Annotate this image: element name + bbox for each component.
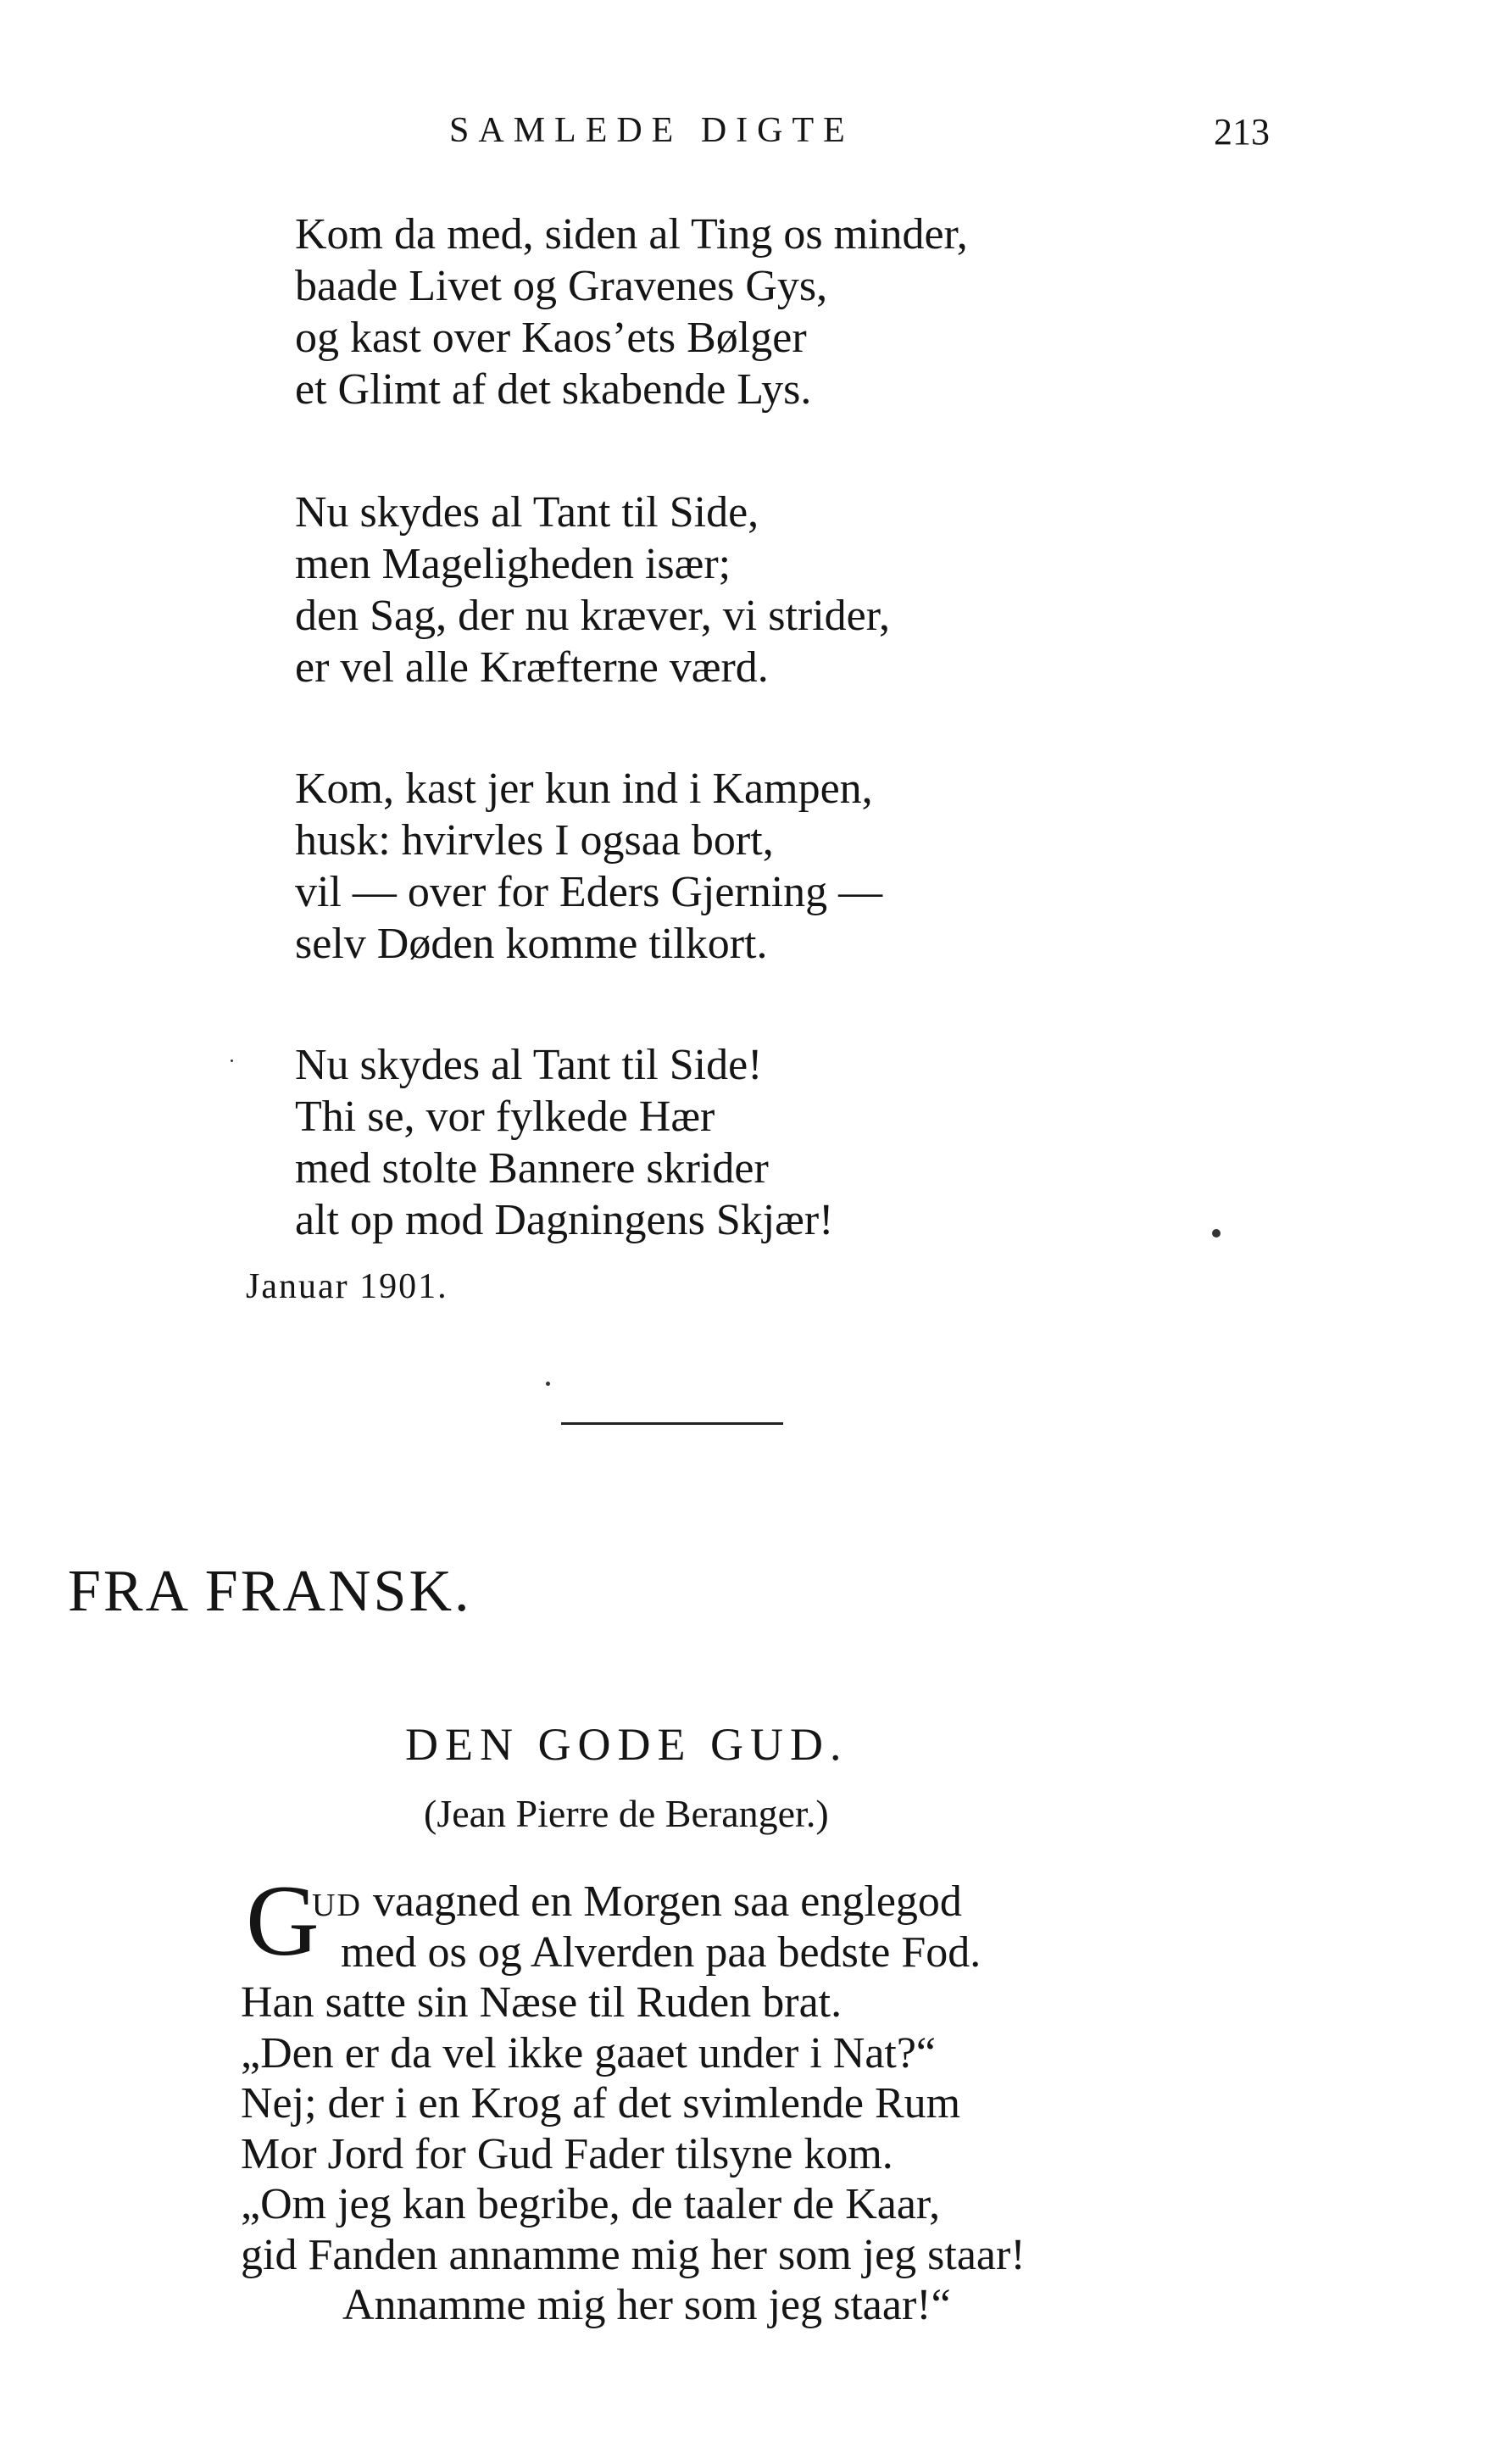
verse-line: „Om jeg kan begribe, de taaler de Kaar, xyxy=(241,2180,941,2228)
print-speck xyxy=(1212,1229,1221,1238)
verse-line: den Sag, der nu kræver, vi strider, xyxy=(295,592,890,640)
verse-line: baade Livet og Gravenes Gys, xyxy=(295,262,828,310)
verse-line: Kom, kast jer kun ind i Kampen, xyxy=(295,765,873,813)
verse-line: og kast over Kaos’ets Bølger xyxy=(295,314,807,362)
small-caps-word: UD xyxy=(312,1888,362,1923)
poem-attribution: (Jean Pierre de Beranger.) xyxy=(424,1792,829,1835)
verse-line xyxy=(241,1877,1026,1927)
verse-line: med stolte Bannere skrider xyxy=(295,1144,769,1193)
verse-line: Kom da med, siden al Ting os minder, xyxy=(295,210,968,259)
verse-line: gid Fanden annamme mig her som jeg staar! xyxy=(241,2230,1026,2279)
print-speck xyxy=(546,1382,550,1386)
verse-line-text: vaagned en Morgen saa englegod xyxy=(361,1877,962,1926)
stanza xyxy=(295,763,882,970)
section-divider xyxy=(561,1422,783,1425)
stanza xyxy=(295,487,890,693)
drop-cap: G xyxy=(246,1864,320,1977)
verse-line: med os og Alverden paa bedste Fod. xyxy=(341,1927,981,1977)
poem-date: Januar 1901. xyxy=(246,1267,448,1306)
verse-line: Thi se, vor fylkede Hær xyxy=(295,1093,715,1141)
stanza xyxy=(295,1039,834,1246)
section-title: FRA FRANSK. xyxy=(68,1559,472,1624)
verse-line: „Den er da vel ikke gaaet under i Nat?“ xyxy=(241,2028,937,2077)
verse-line: et Glimt af det skabende Lys. xyxy=(295,365,812,414)
print-speck xyxy=(231,1060,233,1062)
stanza xyxy=(295,209,968,415)
running-head: SAMLEDE DIGTE xyxy=(449,111,854,150)
verse-line: Nu skydes al Tant til Side, xyxy=(295,488,759,537)
verse-line: Nu skydes al Tant til Side! xyxy=(295,1041,763,1089)
verse-line: selv Døden komme tilkort. xyxy=(295,920,768,968)
verse-line: vil — over for Eders Gjerning — xyxy=(295,868,883,916)
poem-title: DEN GODE GUD. xyxy=(405,1719,848,1770)
verse-line: Mor Jord for Gud Fader tilsyne kom. xyxy=(241,2129,893,2178)
verse-line: alt op mod Dagningens Skjær! xyxy=(295,1196,834,1244)
page-number: 213 xyxy=(1214,111,1270,153)
verse-line: er vel alle Kræfterne værd. xyxy=(295,643,769,692)
verse-line: Nej; der i en Krog af det svimlende Rum xyxy=(241,2079,961,2127)
poem-body xyxy=(241,1877,1026,2331)
verse-line: Han satte sin Næse til Ruden brat. xyxy=(241,1978,842,2027)
verse-line: husk: hvirvles I ogsaa bort, xyxy=(295,816,774,865)
verse-line: Annamme mig her som jeg staar!“ xyxy=(342,2281,951,2329)
verse-line: men Mageligheden især; xyxy=(295,540,731,588)
